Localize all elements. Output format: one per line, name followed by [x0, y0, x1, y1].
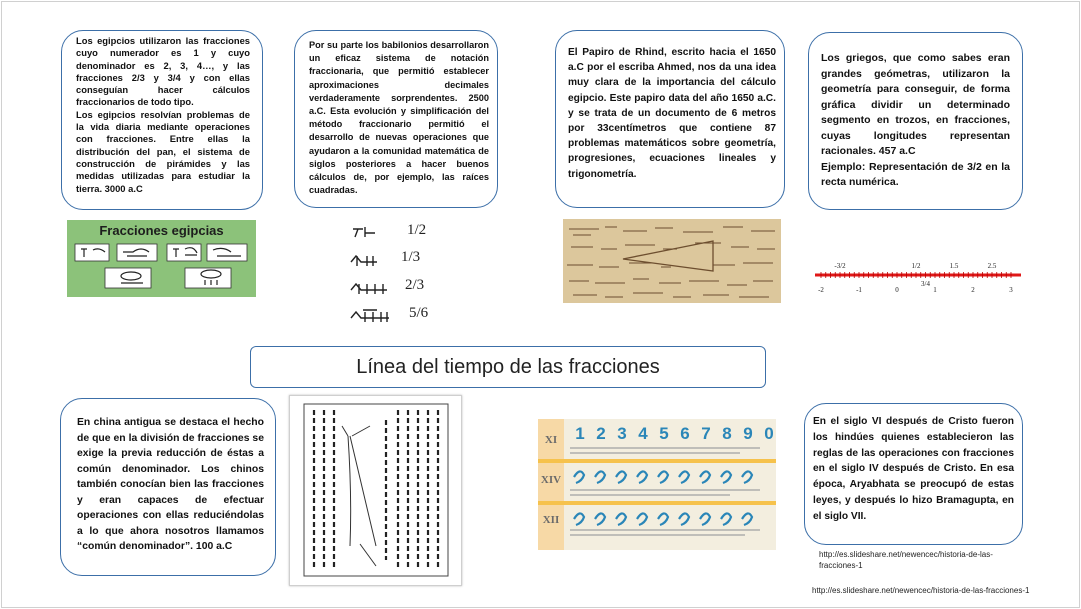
- textbox-babilonios: [294, 30, 498, 208]
- western-numeral: 6: [680, 424, 690, 443]
- number-line-lower-label: -1: [856, 286, 862, 294]
- western-numeral: 5: [659, 424, 669, 443]
- rhind-papyrus-image: [563, 219, 781, 303]
- numerals-evolution-image: [538, 419, 776, 550]
- western-numeral: 2: [596, 424, 606, 443]
- papyrus-texture: [563, 219, 781, 303]
- western-numeral: 7: [701, 424, 711, 443]
- babilonios-paragraph: Por su parte los babilonios desarrollaron un eficaz sistema de notación fraccionaria, que permitió establecer aproximaciones decimales verdaderamente sorprendentes. 2500 a.C. Esta evolución y simplificación del método fraccionario permitió el desarrollo de nuevas operaciones que ayudaron a la comunidad matemática de siglos posteriores a hacer buenos cálculos de, por ejemplo, las raíces cuadradas.: [309, 40, 489, 196]
- babylonian-fraction-value: 1/3: [401, 249, 421, 265]
- western-numeral: 1: [575, 424, 585, 443]
- textbox-hindues: [804, 403, 1023, 545]
- babylonian-fraction-value: 2/3: [405, 277, 425, 293]
- textbox-egipcios: [61, 30, 263, 210]
- source-link-1[interactable]: http://es.slideshare.net/newencec/historia-de-las-fracciones-1: [819, 550, 993, 570]
- babylonian-row: [343, 274, 453, 300]
- number-line-lower-label: 3: [1009, 286, 1013, 294]
- chinese-manuscript: [290, 396, 461, 585]
- china-paragraph: En china antigua se destaca el hecho de que en la división de fracciones se exige la previa reducción de éstas a común denominador. Los chinos también conocían bien las fracciones y eran capaces de efectuar operaciones con ellas reduciéndolas a lo que ahora nosotros llamamos “común denominador”. 100 a.C: [77, 417, 264, 552]
- century-label: XI: [544, 434, 558, 446]
- timeline-title: [250, 346, 766, 388]
- number-line-lower-label: 0: [895, 286, 899, 294]
- western-numeral: 8: [722, 424, 732, 443]
- chinese-manuscript-image: [289, 395, 462, 586]
- egipcios-paragraph-2: Los egipcios resolvían problemas de la vida diaria mediante operaciones con fracciones. Entre ellas la distribución del pan, el sistema de construcción de pirámides y las medidas utilizadas para estudiar la tierra. 3000 a.C: [76, 108, 250, 194]
- hindues-paragraph: En el siglo VI después de Cristo fueron los hindúes quienes establecieron las reglas de las operaciones con fracciones en el siglo IV después de Cristo. En esa época, Aryabhata se preocupó de estas leyes, y después lo hizo Bramagupta, en el siglo VII.: [813, 416, 1014, 522]
- western-numeral: 3: [617, 424, 627, 443]
- cuneiform-glyph-icon: [349, 306, 397, 326]
- cuneiform-glyph-icon: [349, 278, 393, 298]
- number-line-upper-label: -3/2: [834, 262, 846, 270]
- number-line-image: [813, 253, 1023, 303]
- babylonian-row: [343, 302, 453, 327]
- babylonian-fraction-value: 1/2: [407, 222, 427, 238]
- western-numeral: 0: [764, 424, 774, 443]
- egyptian-hieroglyphs: [67, 240, 256, 297]
- egyptian-fractions-image: [67, 220, 256, 297]
- textbox-papiro-rhind: [555, 30, 785, 208]
- griegos-paragraph-2: Ejemplo: Representación de 3/2 en la recta numérica.: [821, 160, 1010, 188]
- babylonian-fractions-image: [343, 215, 453, 327]
- papiro-paragraph: El Papiro de Rhind, escrito hacia el 1650 a.C por el escriba Ahmed, nos da una idea muy clara de la importancia del cálculo egipcio. Este papiro data del año 1650 a.C. y se trata de un documento de 6 metros por 33centímetros que contiene 87 problemas matemáticos sobre geometría, progresiones, ecuaciones lineales y trigonometría.: [568, 47, 776, 180]
- numerals-table: [538, 419, 776, 550]
- number-line-upper-label: 2.5: [987, 262, 997, 270]
- textbox-griegos: [808, 32, 1023, 210]
- western-numeral: 4: [638, 424, 648, 443]
- western-numeral: 9: [743, 424, 753, 443]
- egipcios-paragraph-1: Los egipcios utilizaron las fracciones cuyo numerador es 1 y cuyo denominador es 2, 3, 4…, y las fracciones 2/3 y 3/4 y con ellas conseguían hacer cálculos fraccionarios de todo tipo.: [76, 35, 250, 108]
- number-line-lower-label: 2: [971, 286, 975, 294]
- number-line-lower-label: 3/4: [921, 280, 930, 288]
- number-line-upper-label: 1/2: [911, 262, 921, 270]
- babylonian-fraction-value: 5/6: [409, 305, 429, 321]
- century-label: XIV: [540, 474, 562, 486]
- griegos-paragraph-1: Los griegos, que como sabes eran grandes geómetras, utilizaron la geometría para conseguir, de forma gráfica dividir un determinado segmento en trozos, en fracciones, cuyas longitudes representan racionales. 457 a.C: [821, 52, 1010, 157]
- number-line-upper-label: 1.5: [949, 262, 959, 270]
- number-line: [813, 253, 1023, 303]
- century-label: XII: [542, 514, 560, 526]
- timeline-title-text: Línea del tiempo de las fracciones: [356, 355, 660, 378]
- egyptian-fractions-title: Fracciones egipcias: [99, 223, 224, 238]
- number-line-lower-label: -2: [818, 286, 824, 294]
- number-line-lower-label: 1: [933, 286, 937, 294]
- textbox-china: [60, 398, 276, 576]
- babylonian-row: [343, 219, 453, 245]
- cuneiform-glyph-icon: [351, 223, 381, 243]
- source-link-2[interactable]: http://es.slideshare.net/newencec/historia-de-las-fracciones-1: [812, 586, 1030, 595]
- babylonian-row: [343, 246, 453, 272]
- cuneiform-glyph-icon: [349, 250, 389, 270]
